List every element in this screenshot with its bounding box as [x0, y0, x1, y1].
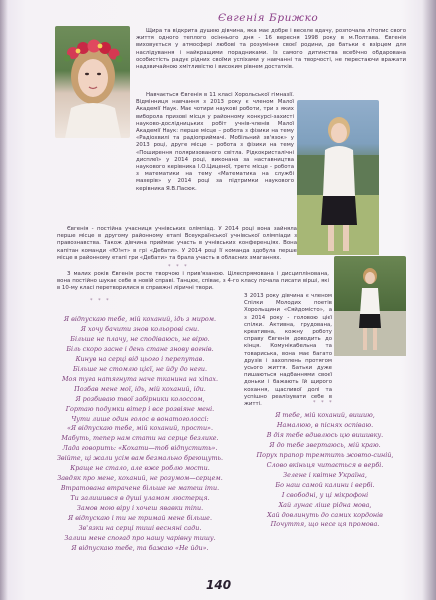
olympiad-paragraph: Євгенія - постійна учасниця учнівських олімпіад. У 2014 році вона зайняла перше місце в другому районному етапі Всеукраїнської учнівської олімпіади з правознавства. Також дівчина приймає участь в учнівських конференціях. Вона капітан команди «Ю!нт» в грі «Дебати». У 2014 році її команда здобула перше місце в районному етапі гри «Дебати» та брала участь в обласних змаганнях. — [57, 226, 297, 261]
poem-line: Зв'язки на серці тиші весняні сади. — [78, 524, 202, 533]
poem-line: Гортаю подумки вітер і все розвіяне мені. — [65, 404, 215, 413]
poem-line: Більше не плачу, не сподіваюсь, не вірю. — [70, 334, 210, 343]
poem-line: Втратована втрачене більше не матеш іти. — [60, 484, 220, 493]
poem-line: Моя туга натягнута наче тканина на хіпах. — [62, 374, 218, 383]
poem-right — [250, 411, 400, 530]
page-edge-shadow — [422, 0, 436, 600]
poem-line: Звійте, ці жали усім вам безмально бреющуть. — [56, 454, 224, 463]
poem-line: Я відпускаю і ти не тримай мене більше. — [68, 514, 212, 523]
poem-line: Я відпускаю тебе, мій коханий, ідь з миром. — [63, 315, 217, 323]
poem-line: Зелене і квітне Україна, — [283, 470, 367, 479]
creative-paragraph-a: З малих років Євгенія росте творчою і прив'язаною. Цілеспрямована і дисциплінована, вона постійно шукає себе в новій справі. Танцює, співає, з 4-го класу почала писати вірші, які в 10-му класі перетворилися в справжні ліричні твори. — [57, 271, 329, 292]
poem-line: Замов мою віру і хочеш явавки тіпи. — [76, 504, 204, 513]
poem-line: Краще не стало, але вже роблю мости. — [70, 464, 210, 473]
poem-line: Я розбиваю твої забірники колоссом, — [75, 394, 205, 403]
poem-line: Почуття, що несе ця промова. — [270, 520, 380, 529]
poem-line: Хай лунає ліше рідна мова, — [278, 500, 372, 509]
poem-line: І свободні, у ці мікрофоні — [281, 490, 369, 499]
poem-line: Я хочу бачити знов кольорові сни. — [80, 324, 200, 333]
poem-line: Завдяк про мене, коханий, не розумом—серцем. — [57, 474, 223, 483]
standing-photo-garden — [297, 100, 379, 255]
poem-line: «Я відпускаю тебе, мій коханий, прости». — [66, 424, 213, 433]
study-paragraph-top: Навчається Євгенія в 11 класі Хорольської гімназії. Відмінниця навчання з 2013 року є членом Малої Академії Наук. Має чотири наукові роботи, три з яких виборола призові місця у районному конкурсі-захисті науково-дослідницьких робіт учнів-членів Малої Академії Наук: перше місце – робота з фізики на тему «Радіохвилі та радіоприймачі. Мобільний зв'язок» у 2013 році, друге місце – робота з фізики на тему «Поширення поляризованого світла. Рідкокристалічні дисплеї» у 2014 році, виконана за наставництва наукового керівника І.О.Циценої, третє місце - робота з математики на тему «Математика на службі махерів» у 2014 році за підтримки наукового керівника Я.В.Пасюк. — [136, 92, 294, 192]
poem-line: Порух прапор тремтить жовто-синій, — [256, 450, 394, 459]
poem-divider-right: * * * — [313, 400, 334, 406]
creative-paragraph-b: З 2013 року дівчина є членом Спілки Молодих поетів Хорольщини «Сяйдомісто», а з 2014 року - головою цієї спілки. Активна, грудована, креативна, кожну роботу справу Євгенія доводить до кінця. Комунікабельна та товариська, вона має багато друзів і захоплень протягом усього життя. Батьки дуже пишаються надбаннями своєї доньки і бажають їй щирого кохання, щасливої долі та успішно реалізувати себе в житті. — [244, 293, 332, 408]
standing-photo-road — [334, 256, 406, 356]
poem-line: Більше не стомлю цієї, не йду до неги. — [72, 364, 208, 373]
poem-line: Кинув на серці від цього і перепутав. — [75, 354, 205, 363]
poem-line: Я відпускаю тебе, та бажаю «Не йди». — [71, 543, 209, 552]
poem-line: Я тебе, мій коханий, вишию, — [275, 411, 375, 419]
poem-line: Слово вкіньця читається в вербі. — [266, 460, 384, 469]
poem-line: Біль скоро засне і день стане знову вогнів. — [66, 344, 214, 353]
poem-line: Бо наш самой калини і вербі. — [275, 480, 375, 489]
poem-line: Хай довлинуть до самих кордонів — [267, 510, 383, 519]
poem-left — [40, 315, 240, 554]
poem-line: Я до тебе звертаюсь, мій краю. — [269, 440, 381, 449]
page-number: 140 — [206, 578, 232, 592]
poem-line: Позбав мене мої, ідь, мій коханий, іди. — [74, 384, 206, 393]
poem-line: Лада говорить: «Кохати—тоб відпустить». — [62, 444, 218, 453]
section-divider: * * * — [168, 264, 189, 270]
poem-line: Мабуть, тепер нам стати на серце безлике. — [61, 434, 219, 443]
intro-paragraph: Щира та відкрита душею дівчина, яка має добре і веселе вдачу, розпочала літопис свого життя одного теплого осіннього дня - 16 вересня 1998 року в м.Полтава. Євгенія виховується у атмосфері любові та розуміння своєї родини, де батьки є взірцем для наслідування і найкращими порадниками. Із самого дитинства всебічно обдарована особистість радує рідних своїми успіхами у навчанні та творчості, не перестаючи вражати надзвичайною хмітливістю і високим рівнем достатків. — [136, 28, 406, 71]
poem-line: Залиш мене спогад про нашу чарівну тишу. — [64, 533, 216, 542]
poem-line: В дія тебе вдивлюсь цю вишивку. — [266, 430, 384, 439]
article-title: Євгенія Брижко — [218, 12, 319, 24]
page-gutter-shadow — [0, 0, 8, 600]
poem-line: Ти залишився в душі уламом люстерця. — [70, 494, 210, 503]
portrait-photo-wreath — [55, 26, 130, 138]
poem-divider-left: * * * — [90, 298, 111, 304]
poem-line: Намалюю, в піснях оспіваю. — [276, 420, 374, 429]
poem-line: Чути лише один голос в вонатоголоссі: — [71, 414, 209, 423]
